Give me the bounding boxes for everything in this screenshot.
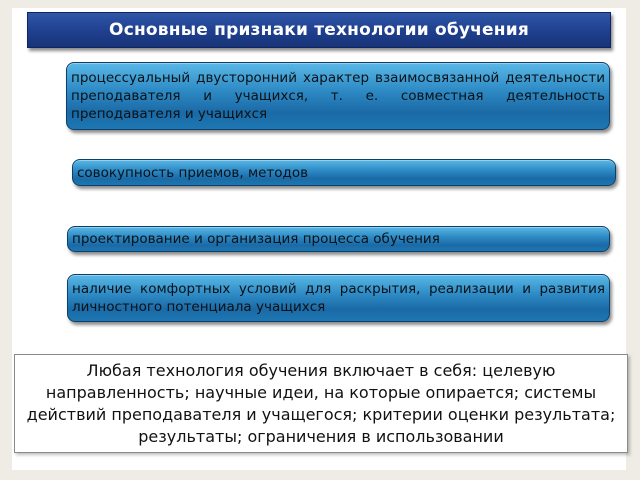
feature-text-1: процессуальный двусторонний характер взаимосвязанной деятельности преподавателя и учащихся, т. е. совместная деятельность преподавателя и учащихся [71, 70, 605, 122]
feature-box-3 [67, 226, 610, 252]
feature-box-4 [67, 274, 610, 322]
feature-box-2 [72, 159, 616, 186]
feature-box-1 [66, 62, 610, 130]
feature-text-4: наличие комфортных условий для раскрытия, реализации и развития личностного потенциала учащихся [72, 281, 605, 315]
summary-box [14, 354, 628, 453]
slide-title: Основные признаки технологии обучения [27, 12, 611, 48]
summary-text: Любая технология обучения включает в себя: целевую направленность; научные идеи, на которые опирается; системы действий преподавателя и учащегося; критерии оценки результата; результаты; ограничения в использовании [26, 360, 616, 446]
feature-text-3: проектирование и организация процесса обучения [72, 231, 440, 247]
feature-text-2: совокупность приемов, методов [77, 164, 309, 181]
